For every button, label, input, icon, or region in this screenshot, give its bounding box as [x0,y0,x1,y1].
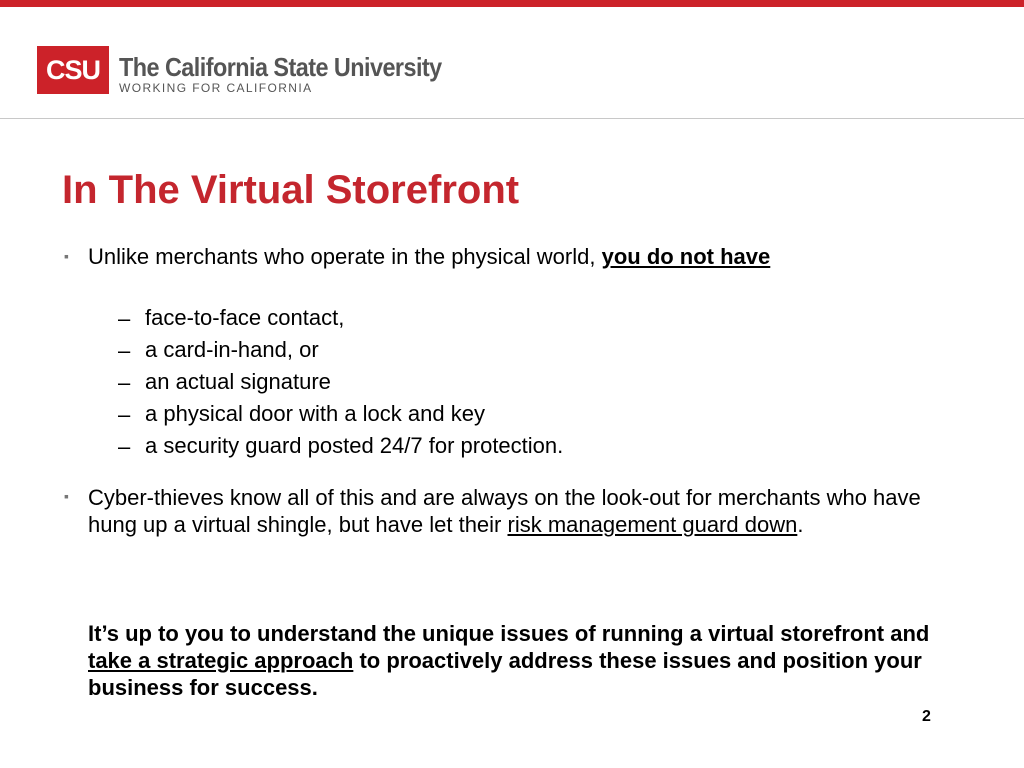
sub-item: a card-in-hand, or [145,337,319,362]
bullet-1-emphasis: you do not have [601,244,771,269]
sub-dash: – [118,306,131,331]
bullet-1-lead: Unlike merchants who operate in the physical world, [88,244,602,269]
bullet-2-text [88,484,953,538]
closing-part-1: It’s up to you to understand the unique issues of running a virtual storefront and [88,621,930,646]
sub-dash: – [118,402,131,427]
university-tagline: WORKING FOR CALIFORNIA [119,81,313,95]
slide-title: In The Virtual Storefront [62,168,520,212]
closing-statement [88,620,958,701]
csu-logo-mark: CSU [37,46,109,94]
sub-dash: – [118,370,131,395]
bullet-1-text [88,243,953,270]
bullet-2-end: . [797,512,804,537]
sub-item: an actual signature [145,369,331,394]
bullet-marker: ▪ [64,488,69,504]
strategic-approach-link[interactable]: take a strategic approach [88,648,354,673]
bullet-marker: ▪ [64,248,69,264]
page-number: 2 [922,708,931,725]
top-accent-bar [0,0,1024,7]
sub-item: a physical door with a lock and key [145,401,485,426]
risk-management-link[interactable]: risk management guard down [507,512,798,537]
sub-item: a security guard posted 24/7 for protection. [145,433,564,458]
university-name: The California State University [119,52,442,82]
sub-dash: – [118,434,131,459]
bullet-2-lead: Cyber-thieves know all of this and are always on the look-out for merchants who have hung up a virtual shingle, but have let their [88,485,921,537]
closing-part-2: to proactively address these issues and position your business for success. [88,648,922,700]
sub-item: face-to-face contact, [145,305,345,330]
sub-dash: – [118,338,131,363]
header-divider [0,118,1024,119]
